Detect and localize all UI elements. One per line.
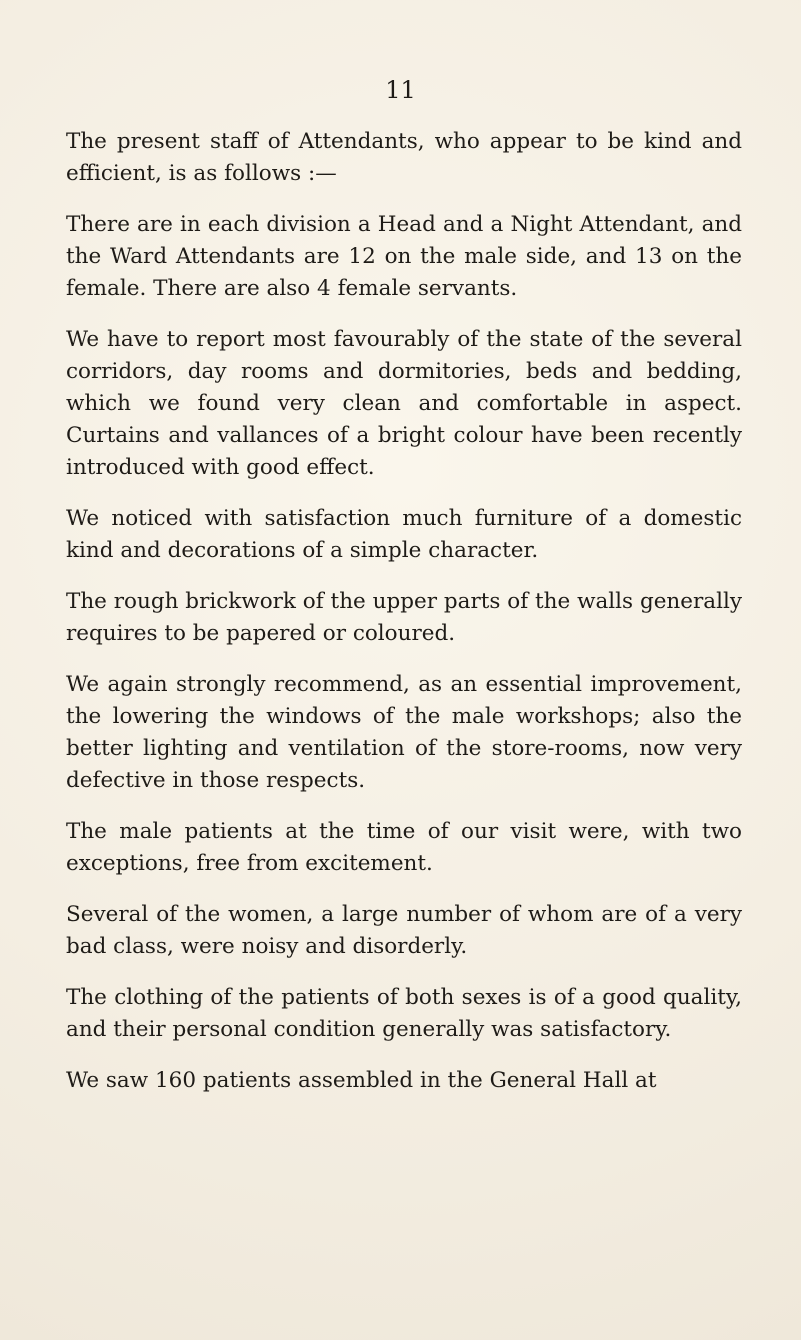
body-text [66,126,742,1097]
paragraph-clothing: The clothing of the patients of both sexes is of a good quality, and their personal condition generally was satisfactory. [66,985,742,1042]
paragraph-recommendation: We again strongly recommend, as an essential improvement, the lowering the windows of the male workshops; also the better lighting and ventilation of the store-rooms, now very defective in those respects. [66,672,742,793]
paragraph-women: Several of the women, a large number of whom are of a very bad class, were noisy and disorderly. [66,902,742,959]
paragraph-report-corridors: We have to report most favourably of the state of the several corridors, day rooms and dormitories, beds and bedding, which we found very clean and comfortable in aspect. Curtains and vallances of a bright colour have been recently introduced with good effect. [66,327,742,480]
page-number: 11 [385,76,416,104]
paragraph-brickwork: The rough brickwork of the upper parts of the walls generally requires to be papered or coloured. [66,589,742,646]
paragraph-furniture: We noticed with satisfaction much furniture of a domestic kind and decorations of a simple character. [66,506,742,563]
paragraph-general-hall: We saw 160 patients assembled in the General Hall at [66,1068,657,1093]
paragraph-attendant-numbers: There are in each division a Head and a Night Attendant, and the Ward Attendants are 12 on the male side, and 13 on the female. There are also 4 female servants. [66,212,742,301]
paragraph-attendants-staff: The present staff of Attendants, who appear to be kind and efficient, is as follows :— [66,129,742,186]
paragraph-male-patients: The male patients at the time of our visit were, with two exceptions, free from excitement. [66,819,742,876]
